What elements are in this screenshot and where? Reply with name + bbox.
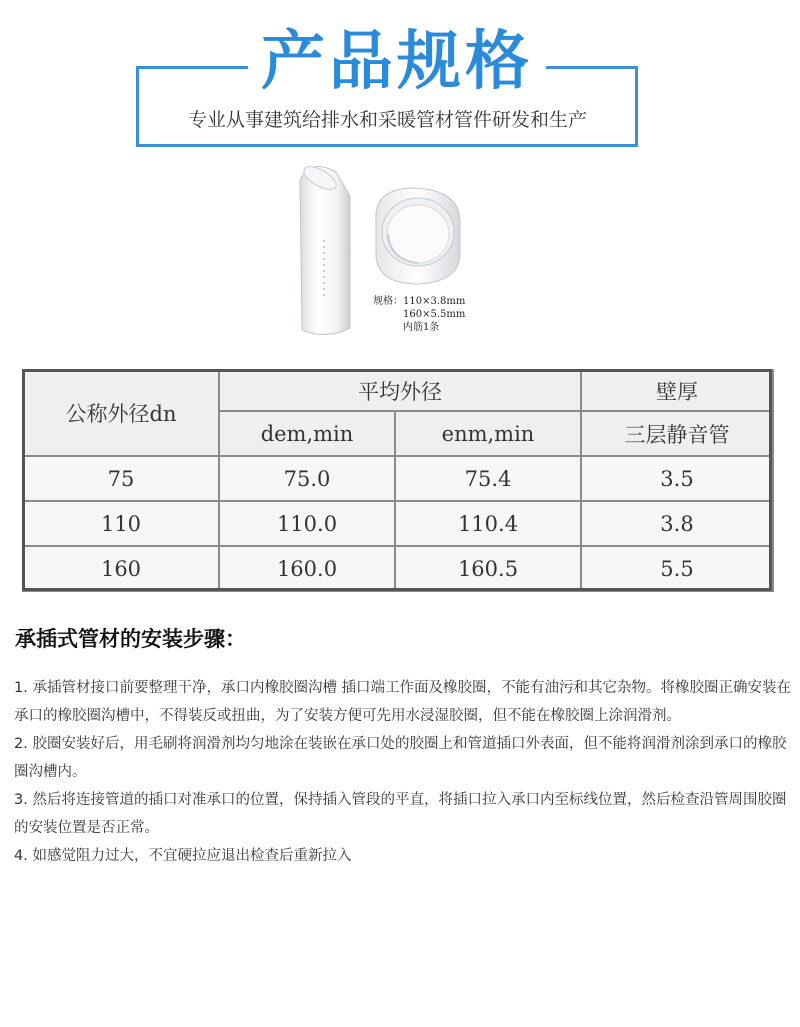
cell-enm: 75.4 bbox=[395, 456, 581, 501]
cell-dn: 75 bbox=[23, 456, 219, 501]
product-spec-note bbox=[373, 295, 465, 334]
cell-wall: 3.5 bbox=[581, 456, 773, 501]
install-step: 2. 胶圈安装好后，用毛刷将润滑剂均匀地涂在装嵌在承口处的胶圈上和管道插口外表面，但不能将润滑剂涂到承口的橡胶圈沟槽内。 bbox=[14, 736, 787, 780]
cell-dem: 75.0 bbox=[219, 456, 395, 501]
header-nominal-diameter: 公称外径dn bbox=[23, 370, 219, 456]
subheader-wall-type: 三层静音管 bbox=[581, 411, 773, 456]
cell-enm: 110.4 bbox=[395, 501, 581, 546]
table-row bbox=[23, 546, 773, 591]
install-step: 1. 承插管材接口前要整理干净，承口内橡胶圈沟槽 插口端工作面及橡胶圈，不能有油污和其它杂物。将橡胶圈正确安装在承口的橡胶圈沟槽中，不得装反或扭曲，为了安装方便可先用水浸湿胶圈，但不能在橡胶圈上涂润滑剂。 bbox=[14, 680, 792, 724]
cell-dem: 110.0 bbox=[219, 501, 395, 546]
cell-enm: 160.5 bbox=[395, 546, 581, 591]
install-step: 4. 如感觉阻力过大，不宜硬拉应退出检查后重新拉入 bbox=[14, 848, 352, 864]
header-average-od: 平均外径 bbox=[219, 370, 581, 411]
install-steps bbox=[14, 674, 792, 870]
cell-wall: 5.5 bbox=[581, 546, 773, 591]
table-row bbox=[23, 501, 773, 546]
cell-wall: 3.8 bbox=[581, 501, 773, 546]
install-step: 3. 然后将连接管道的插口对准承口的位置，保持插入管段的平直，将插口拉入承口内至标线位置，然后检查沿管周围胶圈的安装位置是否正常。 bbox=[14, 792, 787, 836]
page-subtitle: 专业从事建筑给排水和采暖管材管件研发和生产 bbox=[187, 109, 587, 131]
subheader-dem-min: dem,min bbox=[219, 411, 395, 456]
spec-line-2: 160×5.5mm bbox=[403, 309, 466, 320]
spec-line-1: 规格：110×3.8mm bbox=[373, 296, 466, 307]
table-row bbox=[23, 456, 773, 501]
subheader-enm-min: enm,min bbox=[395, 411, 581, 456]
spec-line-3: 内筋1条 bbox=[403, 322, 440, 333]
cell-dn: 160 bbox=[23, 546, 219, 591]
page-title: 产品规格 bbox=[261, 25, 533, 99]
table-header-row bbox=[23, 370, 773, 411]
cell-dn: 110 bbox=[23, 501, 219, 546]
install-section-title: 承插式管材的安装步骤： bbox=[15, 627, 246, 651]
cell-dem: 160.0 bbox=[219, 546, 395, 591]
pipe-short-image bbox=[376, 188, 460, 284]
spec-table bbox=[22, 369, 774, 592]
header-wall-thickness: 壁厚 bbox=[581, 370, 773, 411]
pipe-tall-image bbox=[300, 162, 350, 334]
